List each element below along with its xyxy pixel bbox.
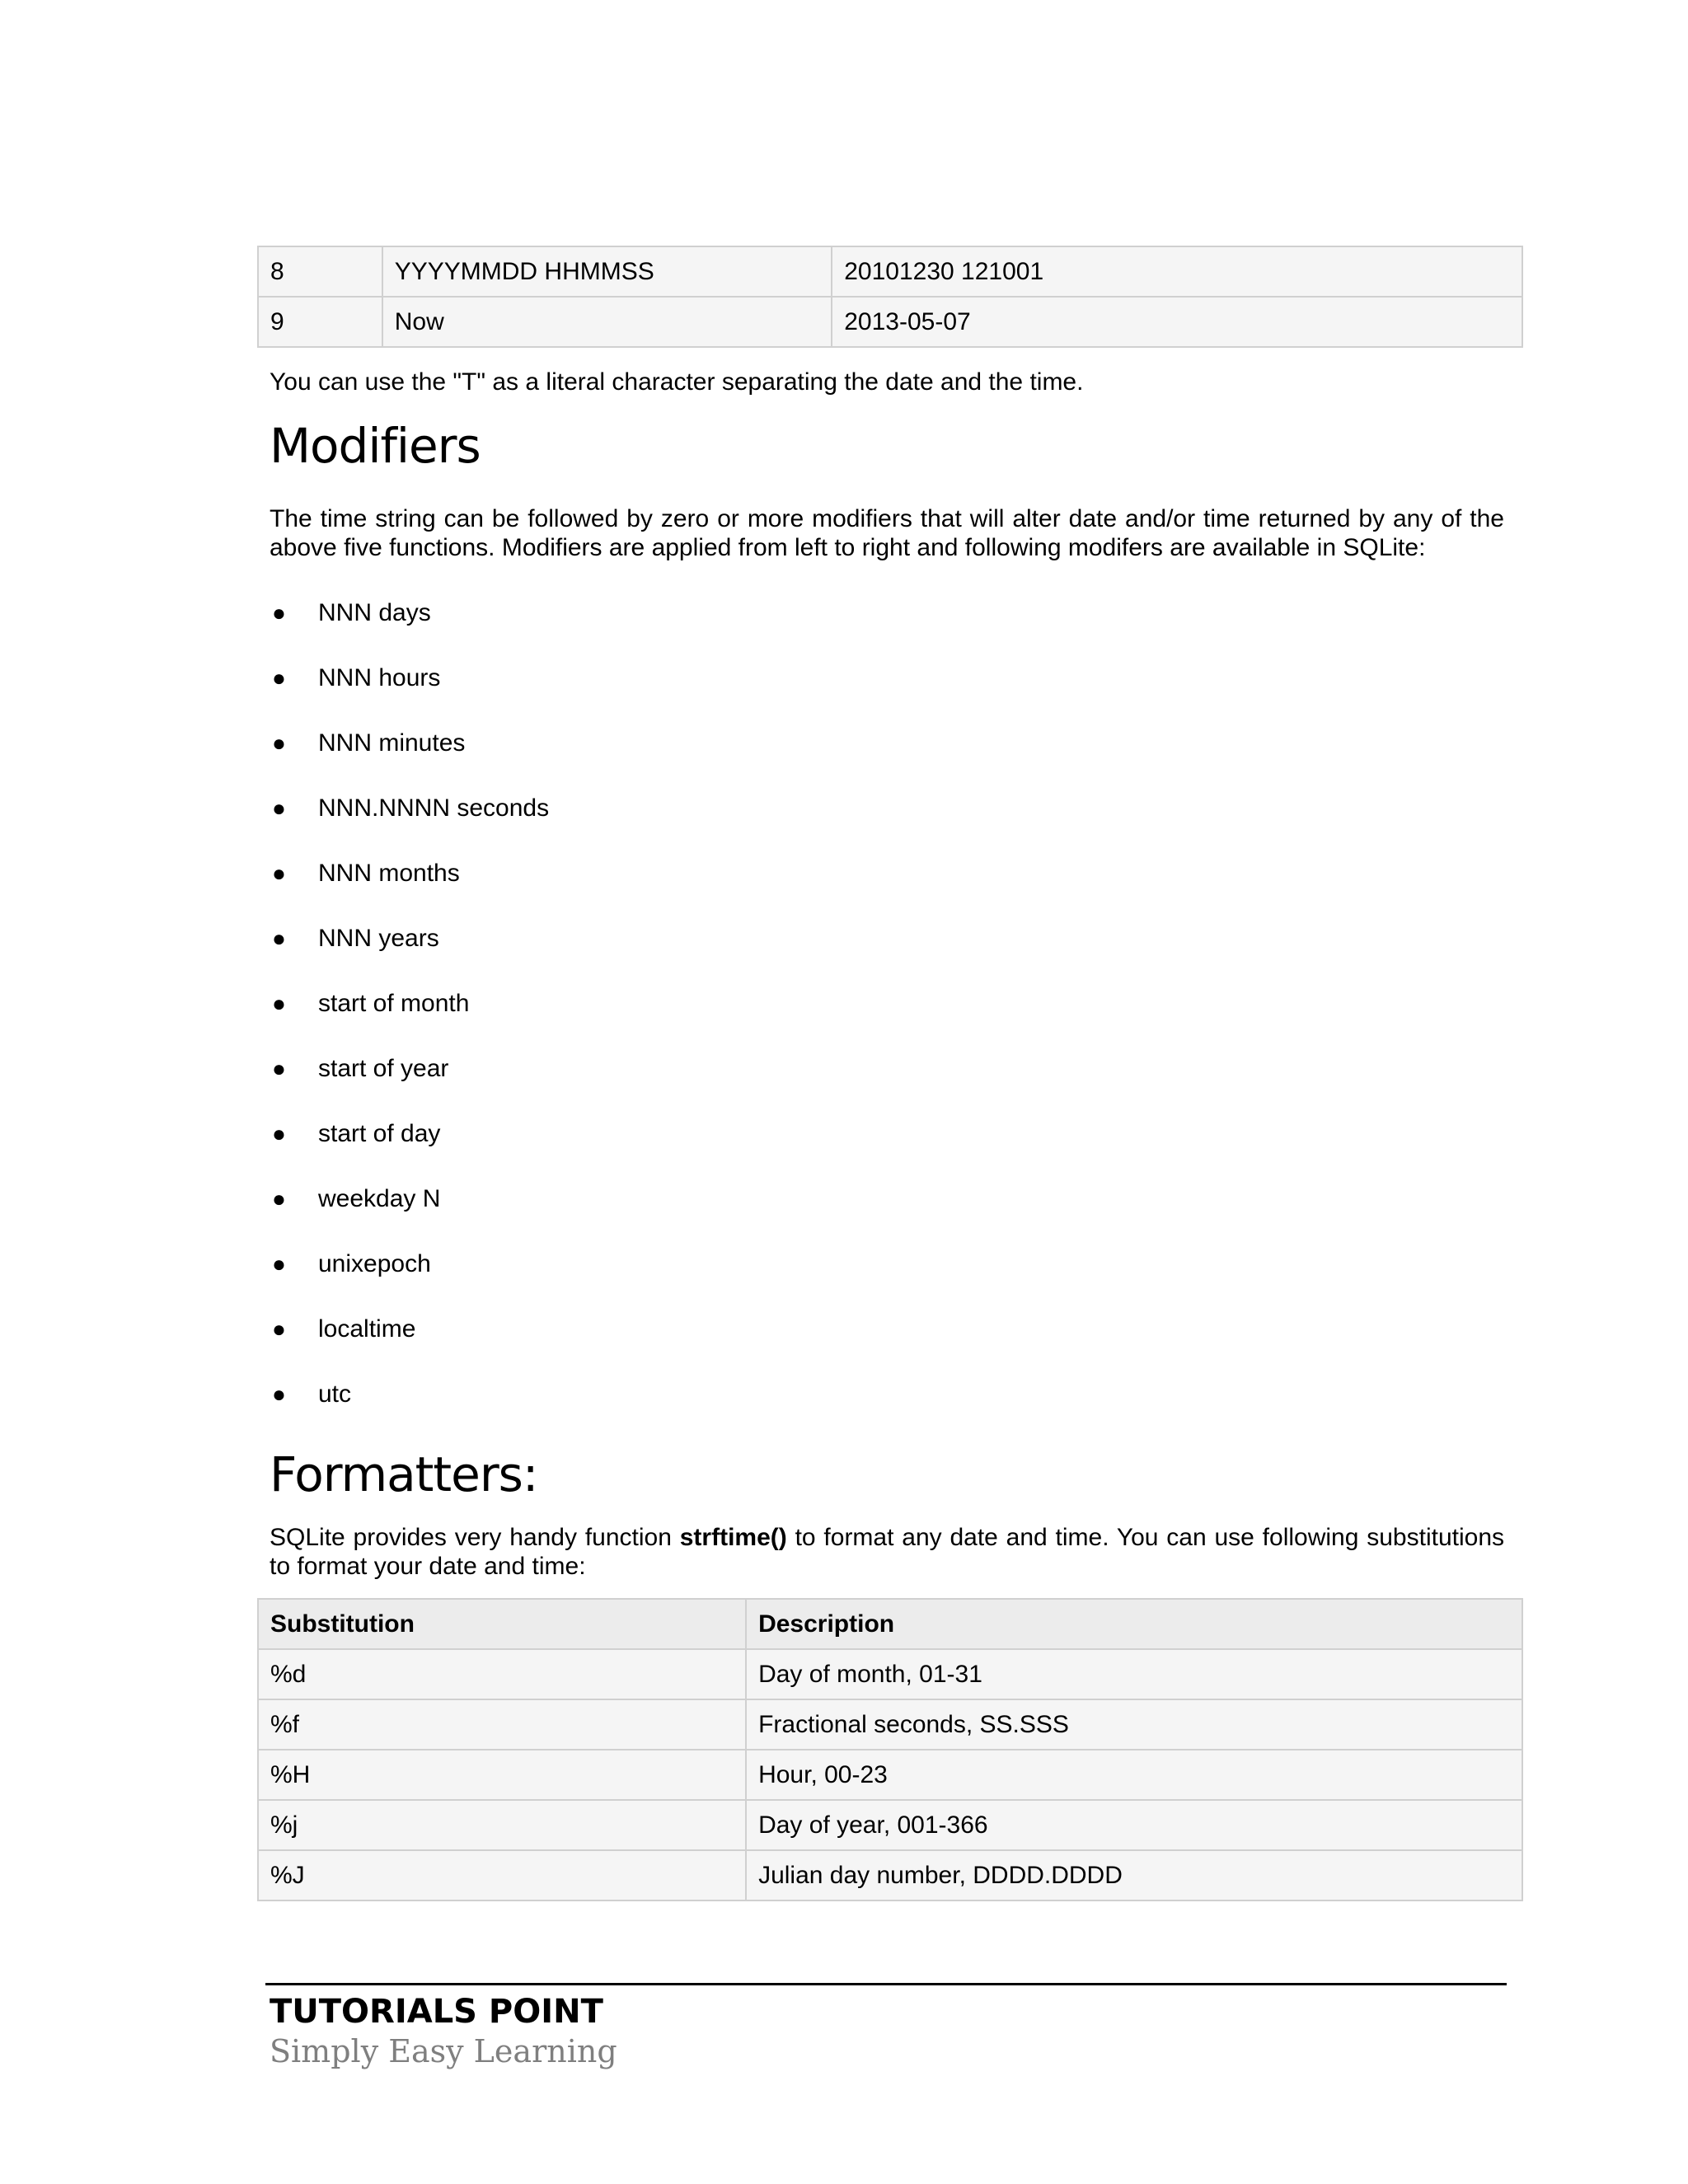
list-item (270, 590, 549, 655)
list-item-label: NNN months (318, 860, 460, 887)
formatters-intro (270, 1523, 1504, 1581)
table-row (258, 246, 1522, 297)
list-item (270, 1176, 549, 1241)
bullet-icon: ● (272, 926, 286, 951)
list-item-label: weekday N (318, 1185, 441, 1212)
table-cell: Hour, 00-23 (746, 1750, 1522, 1800)
list-item-label: utc (318, 1380, 352, 1408)
bullet-icon: ● (272, 1186, 286, 1212)
bullet-icon: ● (272, 795, 286, 821)
table-cell: 9 (258, 297, 382, 347)
list-item-label: NNN minutes (318, 729, 466, 757)
formatters-intro-end: to format any date and time. You can use following substitutions to format your date and time: (270, 1524, 1504, 1580)
table-row (258, 1649, 1522, 1699)
list-item (270, 1111, 549, 1176)
footer-brand: TUTORIALS POINT (270, 1993, 603, 2031)
list-item (270, 1306, 549, 1371)
list-item-label: NNN hours (318, 664, 441, 691)
formatters-heading: Formatters: (270, 1446, 538, 1502)
bullet-icon: ● (272, 600, 286, 626)
time-string-format-table (257, 246, 1523, 348)
strftime-function-name: strftime() (679, 1524, 787, 1551)
list-item (270, 851, 549, 916)
list-item-label: start of year (318, 1055, 449, 1082)
list-item (270, 1241, 549, 1306)
footer-divider (265, 1983, 1507, 1985)
list-item-label: NNN years (318, 925, 439, 952)
formatters-intro-start: SQLite provides very handy function (270, 1524, 680, 1551)
table-cell: Fractional seconds, SS.SSS (746, 1699, 1522, 1750)
list-item (270, 981, 549, 1046)
list-item (270, 785, 549, 851)
table-row (258, 1850, 1522, 1900)
list-item (270, 655, 549, 720)
table-cell: Julian day number, DDDD.DDDD (746, 1850, 1522, 1900)
list-item-label: NNN days (318, 599, 431, 626)
table-row (258, 1699, 1522, 1750)
bullet-icon: ● (272, 1251, 286, 1277)
table-cell: %d (258, 1649, 746, 1699)
bullet-icon: ● (272, 1121, 286, 1146)
table-cell: 2013-05-07 (832, 297, 1522, 347)
list-item-label: start of day (318, 1120, 441, 1147)
table-header-row (258, 1599, 1522, 1649)
table-cell: %f (258, 1699, 746, 1750)
table-cell: 8 (258, 246, 382, 297)
table-row (258, 1800, 1522, 1850)
list-item-label: unixepoch (318, 1250, 431, 1277)
table-row (258, 1750, 1522, 1800)
table-row (258, 297, 1522, 347)
bullet-icon: ● (272, 991, 286, 1016)
list-item (270, 916, 549, 981)
list-item (270, 1371, 549, 1436)
column-header-substitution: Substitution (258, 1599, 746, 1649)
column-header-description: Description (746, 1599, 1522, 1649)
list-item (270, 1046, 549, 1111)
table-cell: Day of year, 001-366 (746, 1800, 1522, 1850)
table-cell: %j (258, 1800, 746, 1850)
list-item (270, 720, 549, 785)
literal-t-note: You can use the "T" as a literal character separating the date and the time. (270, 368, 1084, 396)
bullet-icon: ● (272, 730, 286, 756)
modifiers-intro: The time string can be followed by zero or more modifiers that will alter date and/or time returned by any of the above five functions. Modifiers are applied from left to right and following modifers are available in SQLite: (270, 505, 1504, 561)
list-item-label: start of month (318, 990, 470, 1017)
table-cell: 20101230 121001 (832, 246, 1522, 297)
bullet-icon: ● (272, 1316, 286, 1342)
bullet-icon: ● (272, 860, 286, 886)
table-cell: Day of month, 01-31 (746, 1649, 1522, 1699)
modifiers-list (270, 590, 549, 1436)
table-cell: %H (258, 1750, 746, 1800)
bullet-icon: ● (272, 1381, 286, 1407)
list-item-label: NNN.NNNN seconds (318, 794, 550, 822)
bullet-icon: ● (272, 665, 286, 691)
table-cell: %J (258, 1850, 746, 1900)
modifiers-heading: Modifiers (270, 418, 481, 474)
table-cell: YYYYMMDD HHMMSS (382, 246, 832, 297)
footer-tagline: Simply Easy Learning (270, 2033, 617, 2069)
bullet-icon: ● (272, 1056, 286, 1081)
substitution-table (257, 1598, 1523, 1901)
list-item-label: localtime (318, 1315, 416, 1343)
table-cell: Now (382, 297, 832, 347)
